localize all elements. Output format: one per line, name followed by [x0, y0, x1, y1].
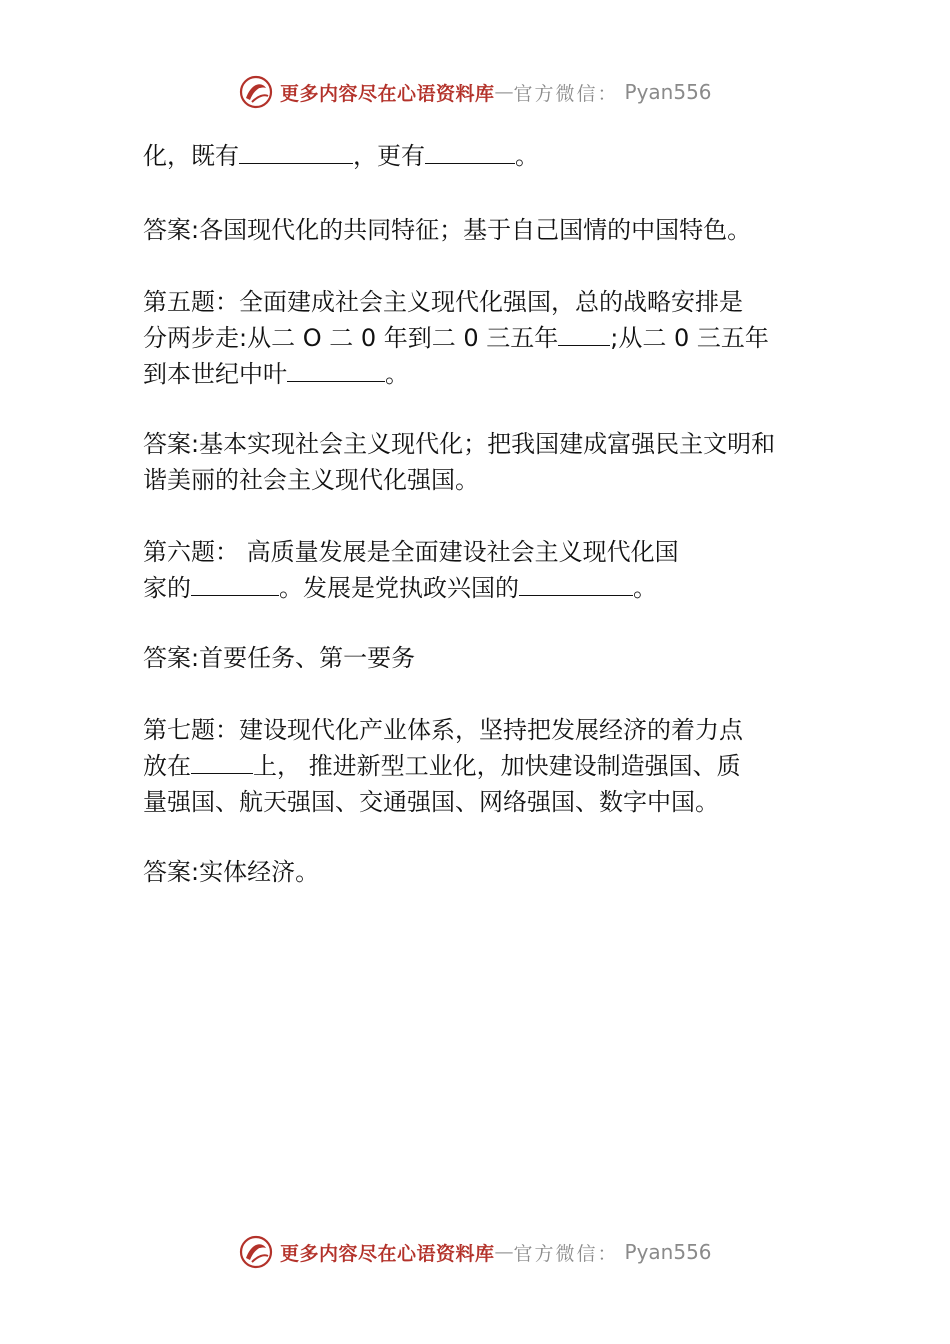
logo-icon — [238, 74, 274, 110]
text-segment: 。 — [385, 360, 409, 388]
answer-5-line-1: 答案:基本实现社会主义现代化；把我国建成富强民主文明和 — [143, 430, 776, 458]
text-segment: 。发展是党执政兴国的 — [279, 574, 519, 602]
fill-blank — [191, 573, 279, 596]
question-5-line-1: 第五题：全面建成社会主义现代化强国，总的战略安排是 — [143, 288, 743, 316]
answer-6: 答案:首要任务、第一要务 — [143, 644, 416, 672]
question-6-line-2 — [143, 570, 657, 606]
question-6-line-1: 第六题： 高质量发展是全面建设社会主义现代化国 — [143, 538, 679, 566]
answer-7: 答案:实体经济。 — [143, 858, 320, 886]
watermark-official-label: 官方微信： — [513, 1242, 619, 1265]
text-segment: 放在 — [143, 752, 191, 780]
text-segment: 分两步走:从二 O 二 0 年到二 0 三五年 — [143, 324, 559, 352]
logo-icon — [238, 1234, 274, 1270]
fill-blank — [558, 323, 610, 346]
watermark-dash: — — [494, 81, 514, 103]
watermark-main-text: 更多内容尽在心语资料库 — [280, 82, 495, 105]
question-5-line-2 — [143, 320, 769, 356]
fill-blank — [287, 359, 385, 382]
text-segment: ;从二 0 三五年 — [610, 324, 769, 352]
watermark-main-text: 更多内容尽在心语资料库 — [280, 1242, 495, 1265]
answer-5-line-2: 谐美丽的社会主义现代化强国。 — [143, 466, 479, 494]
fill-blank — [519, 573, 633, 596]
question-7-line-2 — [143, 748, 741, 784]
text-segment: ，更有 — [353, 142, 425, 170]
watermark-official-label: 官方微信： — [513, 82, 619, 105]
fill-blank — [191, 751, 253, 774]
text-segment: 。 — [633, 574, 657, 602]
text-segment: 上， 推进新型工业化，加快建设制造强国、质 — [253, 752, 741, 780]
answer-4: 答案:各国现代化的共同特征；基于自己国情的中国特色。 — [143, 216, 752, 244]
question-7-line-3: 量强国、航天强国、交通强国、网络强国、数字中国。 — [143, 788, 719, 816]
watermark-dash: — — [494, 1241, 514, 1263]
fill-blank — [239, 141, 353, 164]
question-5-line-3 — [143, 356, 409, 392]
question-7-line-1: 第七题：建设现代化产业体系，坚持把发展经济的着力点 — [143, 716, 743, 744]
footer-watermark — [238, 1232, 712, 1272]
fill-blank — [425, 141, 515, 164]
watermark-wechat-id: Pyan556 — [624, 1240, 712, 1264]
text-segment: 化，既有 — [143, 142, 239, 170]
watermark-wechat-id: Pyan556 — [624, 80, 712, 104]
text-segment: 到本世纪中叶 — [143, 360, 287, 388]
text-segment: 家的 — [143, 574, 191, 602]
header-watermark — [238, 72, 712, 112]
text-segment: 。 — [515, 142, 539, 170]
question-4-continuation — [143, 138, 539, 174]
